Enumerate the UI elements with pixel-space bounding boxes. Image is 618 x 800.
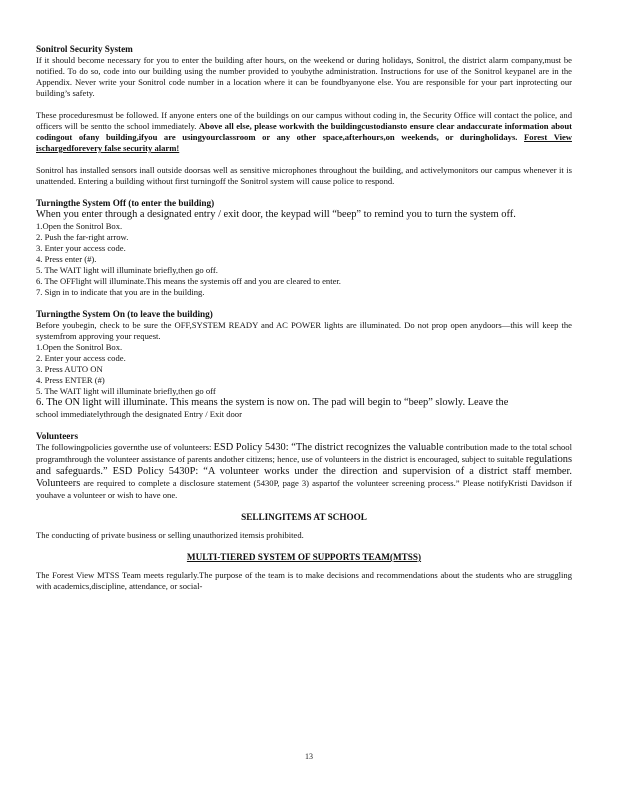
list-item: 4. Press ENTER (#) [36, 375, 105, 385]
false-alarm-warning: Forest View ischargedforevery false security alarm! [36, 132, 572, 153]
list-item: 4. Press enter (#). [36, 254, 97, 264]
above-all-else-text: Above all else, please workwith the buildingcustodiansto ensure clear andaccurate information about codingout ofany building,ifyou are usingyourclassroom or any other space,afterhours,on weekends, or duringholidays. [36, 121, 572, 142]
turning-off-heading: Turningthe System Off (to enter the building) [36, 198, 215, 208]
policy-quote-1: ESD Policy 5430: “The district recognizes the valuable [213, 442, 444, 453]
turning-on-heading: Turningthe System On (to leave the building) [36, 309, 213, 319]
volunteers-heading: Volunteers [36, 431, 79, 441]
list-item: 2. Push the far-right arrow. [36, 232, 129, 242]
sonitrol-paragraph-2 [36, 110, 572, 154]
turning-on-intro: Before youbegin, check to be sure the OFF,SYSTEM READY and AC POWER lights are illuminated. Do not prop open anydoors—this will keep the systemfrom approving your request. [36, 320, 572, 341]
turning-off-intro: When you enter through a designated entry / exit door, the keypad will “beep” to remind you to turn the system off. [36, 209, 516, 220]
procedures-text: These proceduresmust be followed. If anyone enters one of the buildings on our campus without coding in, the Security Office will contact the police, and officers will be sentto the school immediately. [36, 110, 572, 131]
list-item: 5. The WAIT light will illuminate briefly,then go off [36, 386, 216, 396]
list-item: 1.Open the Sonitrol Box. [36, 342, 123, 352]
sonitrol-paragraph-3: Sonitrol has installed sensors inall outside doorsas well as sensitive microphones throughout the building, and activelymonitors our campus whenever it is unattended. Entering a building without first turningoff the Sonitrol system will cause police to respond. [36, 165, 572, 186]
selling-items-paragraph: The conducting of private business or selling unauthorized itemsis prohibited. [36, 530, 304, 540]
mtss-paragraph: The Forest View MTSS Team meets regularly.The purpose of the team is to make decisions and recommendations about the students who are struggling with academics,discipline, attendance, or social- [36, 570, 572, 591]
list-item: 3. Enter your access code. [36, 243, 126, 253]
list-item: 1.Open the Sonitrol Box. [36, 221, 123, 231]
list-item: 6. The OFFlight will illuminate.This means the systemis off and you are cleared to enter. [36, 276, 341, 286]
volunteers-intro: The followingpolicies governthe use of volunteers: [36, 442, 212, 452]
list-item: 7. Sign in to indicate that you are in the building. [36, 287, 205, 297]
list-item-continuation: school immediatelythrough the designated Entry / Exit door [36, 409, 242, 419]
policy-quote-mid: contribution made to the total school programthrough the volunteer assistance of parents andother citizens; hence, use of volunteers in the district is encouraged, subject to suitable [36, 442, 572, 464]
sonitrol-paragraph-1: If it should become necessary for you to enter the building after hours, on the weekend or during holidays, Sonitrol, the district alarm company,must be notified. To do so, code into our building using the number provided to youbythe administration. Instructions for use of the Sonitrol keypanel are in the Appendix. Never write your Sonitrol code number in a location where it can be foundbyanyone else. You are responsible for your part inprotecting our building’s safety. [36, 55, 572, 98]
policy-quote-end: are required to complete a disclosure statement (5430P, page 3) aspartof the volunteer screening process.” Please notifyKristi Davidson if youhave a volunteer or wish to have one. [36, 478, 572, 500]
volunteers-paragraph [36, 442, 572, 501]
sonitrol-heading: Sonitrol Security System [36, 44, 133, 54]
list-item: 3. Press AUTO ON [36, 364, 103, 374]
mtss-heading: MULTI-TIERED SYSTEM OF SUPPORTS TEAM(MTSS) [186, 552, 422, 562]
list-item: 2. Enter your access code. [36, 353, 126, 363]
list-item: 5. The WAIT light will illuminate briefly,then go off. [36, 265, 218, 275]
page-number: 13 [305, 752, 313, 761]
policy-quote-2: regulations and safeguards.” ESD Policy 5430P: “A volunteer works under the direction and supervision of a district staff member. Volunteers [36, 454, 572, 489]
document-page [36, 44, 572, 592]
selling-items-heading: SELLINGITEMS AT SCHOOL [241, 512, 367, 522]
list-item-large: 6. The ON light will illuminate. This means the system is now on. The pad will begin to “beep” slowly. Leave the [36, 397, 509, 408]
